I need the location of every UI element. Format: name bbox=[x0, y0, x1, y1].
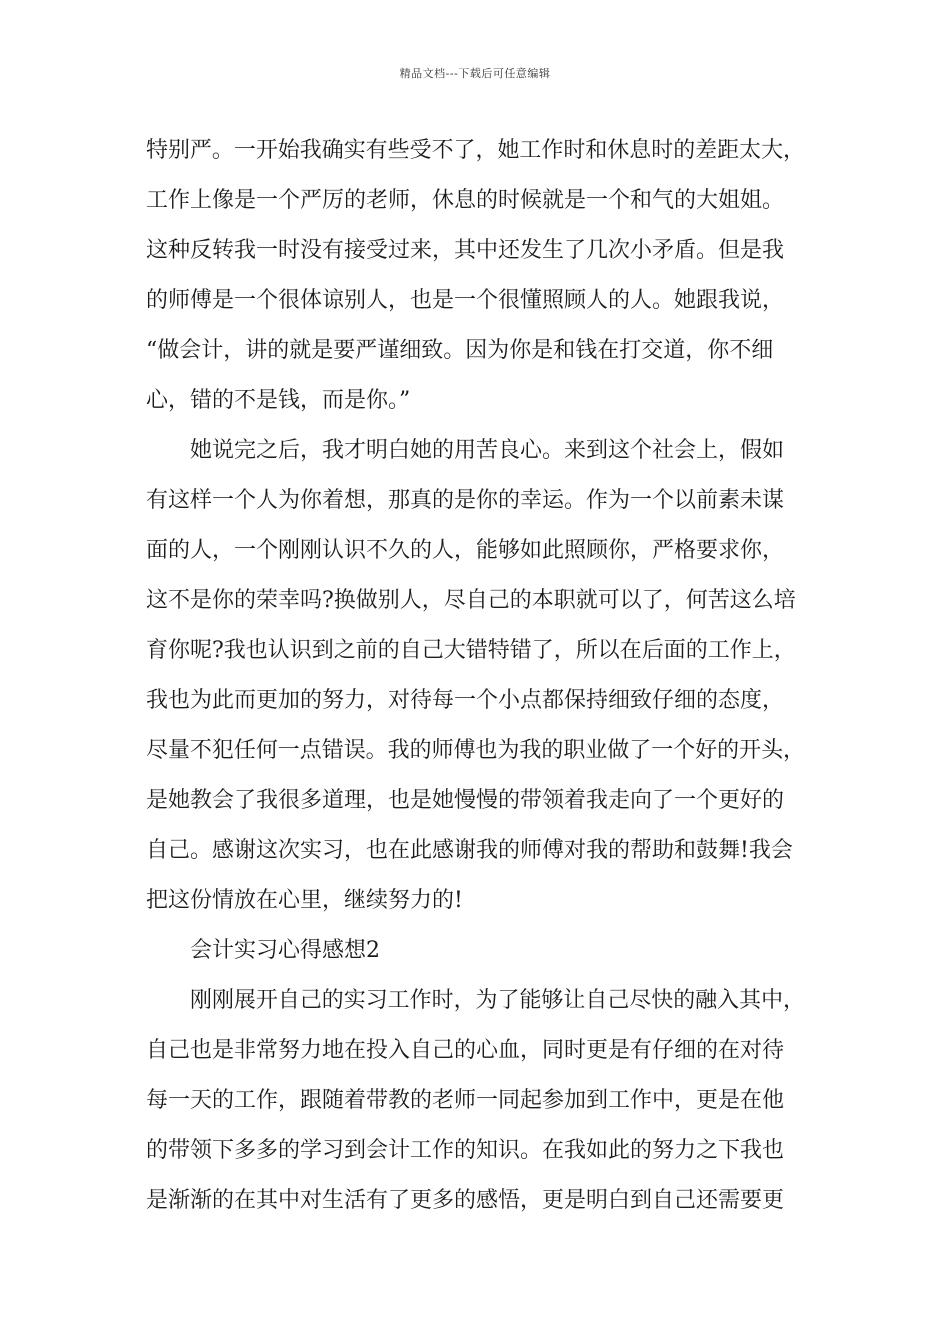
body-line: 这种反转我一时没有接受过来，其中还发生了几次小矛盾。但是我 bbox=[146, 238, 785, 263]
body-line: 每一天的工作，跟随着带教的老师一同起参加到工作中，更是在他 bbox=[146, 1088, 785, 1113]
body-line: 工作上像是一个严厉的老师，休息的时候就是一个和气的大姐姐。 bbox=[146, 188, 785, 213]
body-line: 的师傅是一个很体谅别人，也是一个很懂照顾人的人。她跟我说， bbox=[146, 288, 785, 313]
body-line: 心，错的不是钱，而是你。” bbox=[146, 388, 411, 413]
body-line: 的带领下多多的学习到会计工作的知识。在我如此的努力之下我也 bbox=[146, 1138, 785, 1163]
page-header: 精品文档---下载后可任意编辑 bbox=[399, 67, 551, 80]
paragraph-start-line: 刚刚展开自己的实习工作时，为了能够让自己尽快的融入其中， bbox=[190, 988, 806, 1013]
body-line: 这不是你的荣幸吗?换做别人，尽自己的本职就可以了，何苦这么培 bbox=[146, 588, 796, 613]
body-line: 面的人，一个刚刚认识不久的人，能够如此照顾你，严格要求你， bbox=[146, 538, 785, 563]
body-line: “做会计，讲的就是要严谨细致。因为你是和钱在打交道，你不细 bbox=[146, 338, 774, 363]
body-line: 把这份情放在心里，继续努力的! bbox=[146, 888, 463, 913]
body-line: 是她教会了我很多道理，也是她慢慢的带领着我走向了一个更好的 bbox=[146, 788, 785, 813]
body-line: 特别严。一开始我确实有些受不了，她工作时和休息时的差距太大， bbox=[146, 138, 806, 163]
body-line: 自己也是非常努力地在投入自己的心血，同时更是有仔细的在对待 bbox=[146, 1038, 785, 1063]
paragraph-start-line: 她说完之后，我才明白她的用苦良心。来到这个社会上，假如 bbox=[190, 438, 785, 463]
body-line: 育你呢?我也认识到之前的自己大错特错了，所以在后面的工作上， bbox=[146, 638, 796, 663]
body-line: 是渐渐的在其中对生活有了更多的感悟，更是明白到自己还需要更 bbox=[146, 1188, 785, 1213]
body-line: 尽量不犯任何一点错误。我的师傅也为我的职业做了一个好的开头， bbox=[146, 738, 806, 763]
section-title: 会计实习心得感想2 bbox=[190, 938, 380, 963]
body-line: 有这样一个人为你着想，那真的是你的幸运。作为一个以前素未谋 bbox=[146, 488, 785, 513]
body-line: 我也为此而更加的努力，对待每一个小点都保持细致仔细的态度， bbox=[146, 688, 785, 713]
body-line: 自己。感谢这次实习，也在此感谢我的师傅对我的帮助和鼓舞!我会 bbox=[146, 838, 793, 863]
